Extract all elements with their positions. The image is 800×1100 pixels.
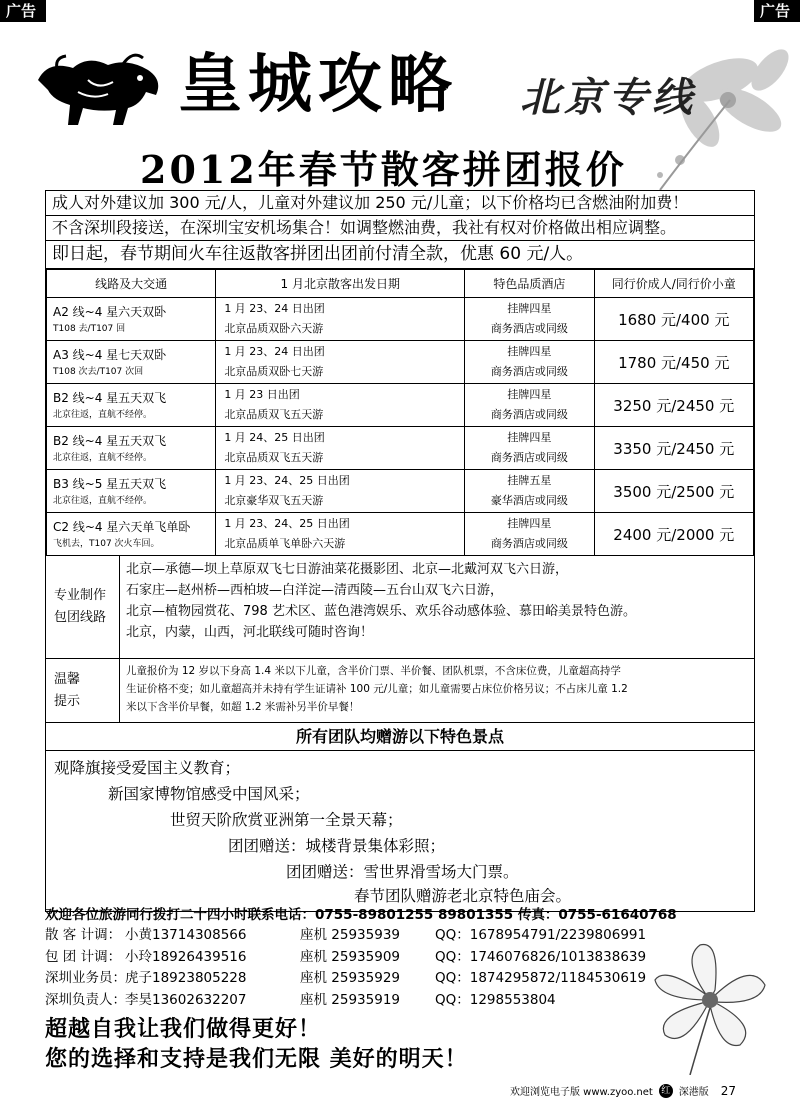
hotel-type: 豪华酒店或同级 [490, 494, 568, 507]
contact-role: 包 团 计调： [45, 948, 122, 965]
gifts-title: 所有团队均赠游以下特色景点 [46, 723, 754, 751]
route-line: 北京—承德—坝上草原双飞七日游油菜花摄影团、北京—北戴河双飞六日游， [126, 562, 569, 577]
route-cell [47, 298, 216, 341]
departure-date: 1 月 23、24 日出团 [224, 345, 325, 358]
contact-landline: 座机 25935919 [300, 991, 401, 1008]
contact-landline: 座机 25935929 [300, 970, 401, 986]
table-row [47, 427, 754, 470]
tour-name: 北京品质双飞五天游 [224, 451, 324, 464]
flower-drawing-icon [630, 930, 790, 1075]
gift-item: 观降旗接受爱国主义教育； [54, 759, 241, 777]
date-cell [216, 341, 465, 384]
gift-item: 世贸天阶欣赏亚洲第一全景天幕； [170, 811, 403, 829]
contact-role: 散 客 计调： [45, 927, 122, 943]
route-transport: T108 次去/T107 次回 [53, 367, 144, 377]
hotel-cell [465, 470, 594, 513]
gift-item: 新国家博物馆感受中国风采； [108, 785, 310, 803]
departure-date: 1 月 24、25 日出团 [224, 431, 325, 444]
footer-text: 欢迎浏览电子版 www.zyoo.net [510, 1087, 653, 1098]
section-body [120, 556, 754, 658]
date-cell [216, 298, 465, 341]
page-number: 27 [720, 1083, 737, 1098]
notice-line: 不含深圳段接送，在深圳宝安机场集合！如调整燃油费，我社有权对价格做出相应调整。 [46, 216, 754, 241]
contact-name-phone: 虎子18923805228 [125, 970, 247, 986]
table-row [47, 513, 754, 556]
ad-tag-right: 广告 [754, 0, 800, 22]
section-label-text: 专业制作 [54, 588, 107, 603]
hotel-cell [465, 513, 594, 556]
contact-qq: QQ：1678954791/2239806991 [435, 927, 647, 943]
page-headline: 2012年春节散客拼团报价 [140, 147, 627, 192]
section-label-text: 温馨 [54, 671, 81, 687]
route-cell [47, 513, 216, 556]
gift-item: 春节团队赠游老北京特色庙会。 [354, 887, 572, 905]
route-cell [47, 427, 216, 470]
table-header: 特色品质酒店 [465, 270, 594, 298]
section-body [120, 659, 754, 722]
route-transport: 北京往返，直航不经停。 [53, 453, 153, 463]
hotel-cell [465, 427, 594, 470]
contact-name-phone: 小黄13714308566 [125, 927, 247, 943]
notice-line: 成人对外建议加 300 元/人，儿童对外建议加 250 元/儿童；以下价格均已含燃油附加费！ [46, 191, 754, 216]
hotel-rating: 挂牌四星 [507, 345, 552, 358]
date-cell [216, 427, 465, 470]
hotel-rating: 挂牌五星 [507, 474, 552, 487]
slogan-line: 超越自我让我们做得更好！ [45, 1017, 322, 1042]
ad-tag-left: 广告 [0, 0, 46, 22]
route-transport: 北京往返，直航不经停。 [53, 496, 153, 506]
departure-date: 1 月 23、24、25 日出团 [224, 517, 350, 530]
route-name: B3 线~5 星五天双飞 [53, 477, 167, 491]
price-cell: 3350 元/2450 元 [594, 427, 753, 470]
gift-item: 团团赠送：城楼背景集体彩照； [228, 837, 446, 855]
route-line: 北京，内蒙，山西，河北联线可随时咨询！ [126, 625, 374, 640]
section-label [46, 659, 120, 722]
hotel-type: 商务酒店或同级 [490, 451, 568, 464]
route-name: B2 线~4 星五天双飞 [53, 434, 167, 448]
departure-date: 1 月 23、24、25 日出团 [224, 474, 350, 487]
price-cell: 3250 元/2450 元 [594, 384, 753, 427]
price-cell: 1680 元/400 元 [594, 298, 753, 341]
contact-headline: 欢迎各位旅游同行拨打二十四小时联系电话：0755-89801255 89801355 传真：0755-61640768 [45, 907, 677, 923]
route-line: 石家庄—赵州桥—西柏坡—白洋淀—清西陵—五台山双飞六日游， [126, 583, 504, 598]
footer-edition: 深港版 [678, 1087, 709, 1098]
gifts-list [46, 751, 754, 911]
route-line: 北京—植物园赏花、798 艺术区、蓝色港湾娱乐、欢乐谷动感体验、慕田峪美景特色游。 [126, 604, 636, 619]
section-label-text: 提示 [54, 693, 81, 709]
route-name: A2 线~4 星六天双卧 [53, 305, 167, 319]
route-cell [47, 470, 216, 513]
route-name: A3 线~4 星七天双卧 [53, 348, 167, 362]
kirin-logo-icon [28, 50, 168, 130]
brand-badge-icon: 红 [659, 1084, 673, 1098]
tour-name: 北京品质单飞单卧六天游 [224, 537, 346, 550]
departure-date: 1 月 23、24 日出团 [224, 302, 325, 315]
section-label [46, 556, 120, 658]
table-header: 线路及大交通 [47, 270, 216, 298]
tour-name: 北京品质双卧七天游 [224, 365, 324, 378]
hotel-type: 商务酒店或同级 [490, 537, 568, 550]
contact-qq: QQ：1298553804 [435, 991, 556, 1008]
route-transport: T108 去/T107 回 [53, 324, 126, 334]
price-cell: 1780 元/450 元 [594, 341, 753, 384]
route-name: B2 线~4 星五天双飞 [53, 391, 167, 405]
gift-item: 团团赠送：雪世界滑雪场大门票。 [286, 863, 519, 881]
price-cell: 2400 元/2000 元 [594, 513, 753, 556]
route-transport: 北京往返，直航不经停。 [53, 410, 153, 420]
table-row [47, 384, 754, 427]
hotel-rating: 挂牌四星 [507, 517, 552, 530]
contact-role: 深圳负责人： [45, 991, 126, 1008]
route-name: C2 线~4 星六天单飞单卧 [53, 520, 191, 534]
tour-name: 北京品质双卧六天游 [224, 322, 324, 335]
departure-date: 1 月 23 日出团 [224, 388, 300, 401]
contact-name-phone: 小玲18926439516 [125, 948, 247, 965]
hotel-type: 商务酒店或同级 [490, 408, 568, 421]
price-sheet [45, 190, 755, 912]
brand-subtitle: 北京专线 [520, 74, 696, 121]
tips-section [46, 659, 754, 723]
tour-name: 北京品质双飞五天游 [224, 408, 324, 421]
date-cell [216, 513, 465, 556]
hotel-type: 商务酒店或同级 [490, 365, 568, 378]
date-cell [216, 384, 465, 427]
page-footer [510, 1083, 736, 1098]
contact-landline: 座机 25935909 [300, 948, 401, 965]
contact-qq: QQ：1746076826/1013838639 [435, 948, 647, 965]
hotel-type: 商务酒店或同级 [490, 322, 568, 335]
price-cell: 3500 元/2500 元 [594, 470, 753, 513]
hotel-rating: 挂牌四星 [507, 302, 552, 315]
section-label-text: 包团线路 [54, 610, 107, 625]
tip-line: 儿童报价为 12 岁以下身高 1.4 米以下儿童，含半价门票、半价餐、团队机票，不含床位费，儿童超高持学 [126, 665, 621, 677]
contact-name-phone: 李昊13602632207 [125, 991, 247, 1008]
custom-routes-section [46, 556, 754, 659]
hotel-rating: 挂牌四星 [507, 388, 552, 401]
hotel-cell [465, 341, 594, 384]
table-row [47, 470, 754, 513]
notice-line: 即日起，春节期间火车往返散客拼团出团前付清全款，优惠 60 元/人。 [46, 241, 754, 269]
table-header: 同行价成人/同行价小童 [594, 270, 753, 298]
tip-line: 生证价格不变；如儿童超高并未持有学生证请补 100 元/儿童；如儿童需要占床位价格另议；不占床儿童 1.2 [126, 683, 628, 695]
route-cell [47, 384, 216, 427]
table-row [47, 341, 754, 384]
brand-title: 皇城攻略 [178, 47, 458, 122]
table-header: 1 月北京散客出发日期 [216, 270, 465, 298]
slogan-line: 您的选择和支持是我们无限 美好的明天！ [45, 1047, 468, 1072]
price-table [46, 269, 754, 556]
table-row [47, 298, 754, 341]
tour-name: 北京豪华双飞五天游 [224, 494, 324, 507]
route-cell [47, 341, 216, 384]
contact-landline: 座机 25935939 [300, 927, 401, 943]
hotel-cell [465, 384, 594, 427]
hotel-rating: 挂牌四星 [507, 431, 552, 444]
tip-line: 米以下含半价早餐，如超 1.2 米需补另半价早餐！ [126, 701, 360, 713]
contact-role: 深圳业务员： [45, 970, 126, 986]
date-cell [216, 470, 465, 513]
contact-qq: QQ：1874295872/1184530619 [435, 970, 647, 986]
route-transport: 飞机去，T107 次火车回。 [53, 539, 160, 549]
hotel-cell [465, 298, 594, 341]
